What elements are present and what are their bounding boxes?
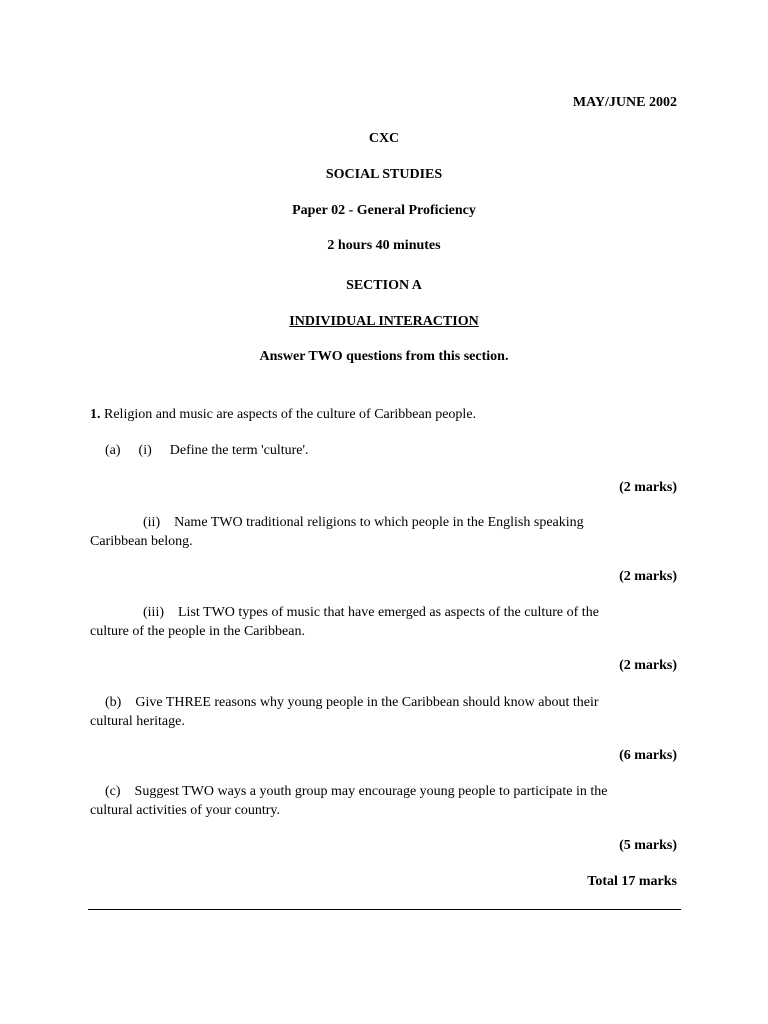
part-a-iii-label: (iii) [143, 605, 164, 620]
subject-title: SOCIAL STUDIES [325, 167, 443, 182]
paper-title: Paper 02 - General Proficiency [292, 203, 476, 218]
part-a-iii-marks: (2 marks) [619, 658, 677, 673]
part-b-text-line1: Give THREE reasons why young people in the Caribbean should know about their [135, 695, 599, 710]
part-a-ii-marks: (2 marks) [619, 569, 677, 584]
page-divider [88, 909, 681, 910]
part-b [90, 693, 680, 731]
part-c-marks: (5 marks) [619, 838, 677, 853]
question-total-marks: Total 17 marks [587, 874, 677, 889]
section-title: INDIVIDUAL INTERACTION [289, 314, 479, 329]
part-a-ii-label: (ii) [143, 515, 161, 530]
part-a-i [105, 442, 309, 460]
exam-date: MAY/JUNE 2002 [572, 95, 677, 110]
part-a-i-marks: (2 marks) [619, 480, 677, 495]
part-c-text-line1: Suggest TWO ways a youth group may encourage young people to participate in the [134, 784, 608, 799]
section-heading: SECTION A [346, 278, 422, 293]
part-a-iii-text-line2: culture of the people in the Caribbean. [90, 624, 305, 639]
part-c-label: (c) [105, 784, 121, 799]
exam-board: CXC [368, 131, 400, 146]
part-a-i-text: Define the term 'culture'. [169, 443, 309, 458]
part-a-i-label: (i) [138, 443, 152, 458]
exam-duration: 2 hours 40 minutes [327, 238, 441, 253]
part-a-iii-text-line1: List TWO types of music that have emerged as aspects of the culture of the [178, 605, 599, 620]
section-instruction: Answer TWO questions from this section. [259, 349, 509, 364]
part-a-ii-text-line2: Caribbean belong. [90, 534, 193, 549]
part-a-ii [90, 513, 680, 551]
question-number: 1. [90, 407, 101, 422]
part-b-marks: (6 marks) [619, 748, 677, 763]
question-1-stem [90, 406, 476, 424]
part-c-text-line2: cultural activities of your country. [90, 803, 280, 818]
part-a-iii [90, 603, 680, 641]
part-a-label: (a) [105, 443, 121, 458]
part-b-label: (b) [105, 695, 122, 710]
part-c [90, 782, 680, 820]
part-b-text-line2: cultural heritage. [90, 714, 185, 729]
part-a-ii-text-line1: Name TWO traditional religions to which people in the English speaking [174, 515, 584, 530]
question-stem-text: Religion and music are aspects of the culture of Caribbean people. [104, 407, 477, 422]
